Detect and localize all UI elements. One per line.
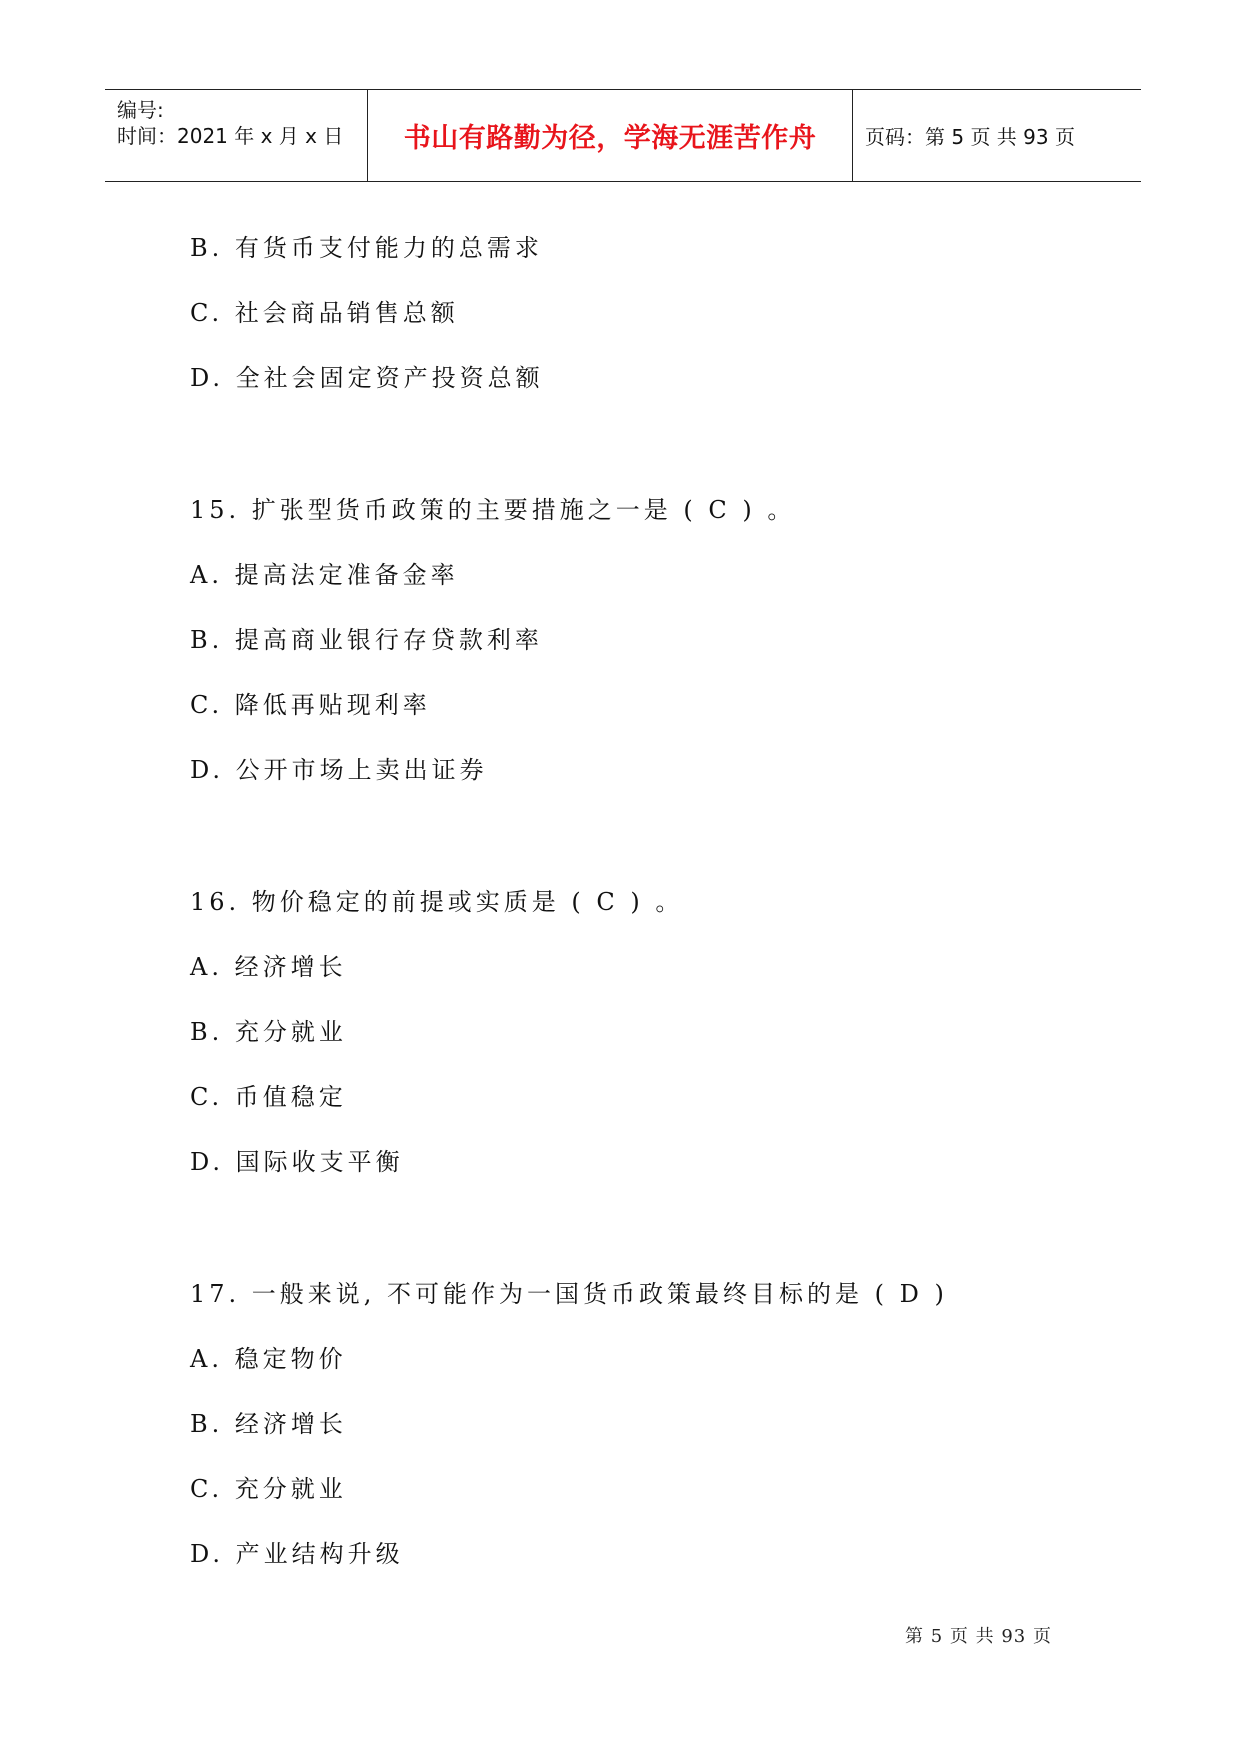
q14-option-c: C. 社会商品销售总额 — [190, 299, 459, 327]
header-motto-cell — [368, 90, 853, 181]
q16-option-a: A. 经济增长 — [190, 953, 347, 981]
serial-number-label: 编号: — [117, 98, 164, 122]
page-footer: 第 5 页 共 93 页 — [905, 1626, 1052, 1647]
q15-option-b: B. 提高商业银行存贷款利率 — [190, 626, 543, 654]
q15-question: 15. 扩张型货币政策的主要措施之一是 ( C ) 。 — [190, 496, 796, 524]
q15-option-c: C. 降低再贴现利率 — [190, 691, 431, 719]
page-header — [105, 89, 1141, 182]
q16-option-c: C. 币值稳定 — [190, 1083, 347, 1111]
header-info-cell — [105, 90, 368, 181]
q14-option-b: B. 有货币支付能力的总需求 — [190, 234, 543, 262]
motto-text: 书山有路勤为径，学海无涯苦作舟 — [403, 123, 817, 154]
q17-option-d: D. 产业结构升级 — [190, 1540, 404, 1568]
header-page-cell — [853, 90, 1141, 181]
q17-option-c: C. 充分就业 — [190, 1475, 347, 1503]
q17-option-b: B. 经济增长 — [190, 1410, 347, 1438]
q17-option-a: A. 稳定物价 — [190, 1345, 347, 1373]
q16-option-b: B. 充分就业 — [190, 1018, 347, 1046]
q17-question: 17. 一般来说, 不可能作为一国货币政策最终目标的是 ( D ) — [190, 1280, 948, 1308]
q14-option-d: D. 全社会固定资产投资总额 — [190, 364, 544, 392]
q16-option-d: D. 国际收支平衡 — [190, 1148, 404, 1176]
header-page-label: 页码：第 5 页 共 93 页 — [865, 125, 1075, 149]
time-label: 时间：2021 年 x 月 x 日 — [117, 124, 344, 148]
q15-option-a: A. 提高法定准备金率 — [190, 561, 459, 589]
q15-option-d: D. 公开市场上卖出证券 — [190, 756, 488, 784]
q16-question: 16. 物价稳定的前提或实质是 ( C ) 。 — [190, 888, 684, 916]
